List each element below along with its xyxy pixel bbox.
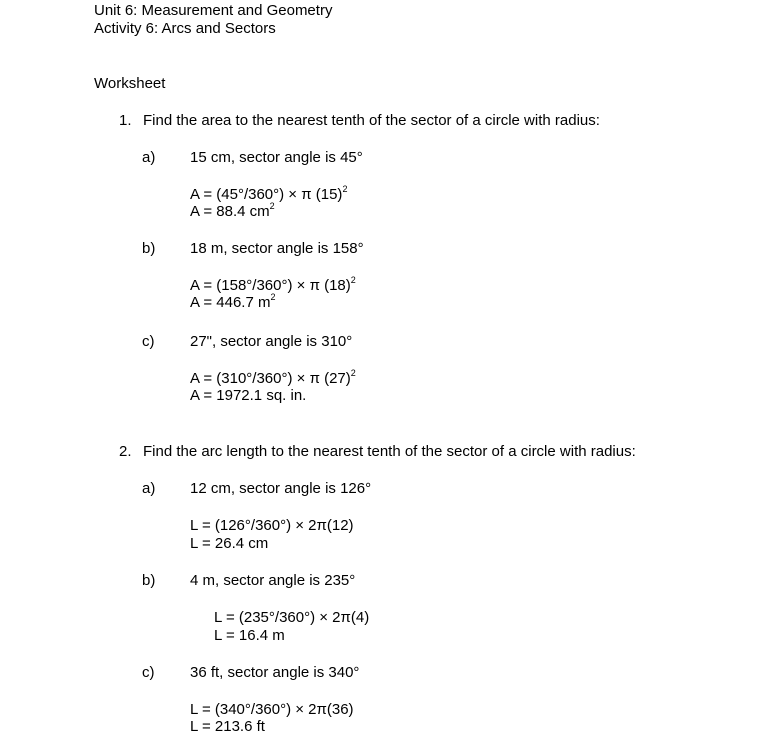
- q1b-answer-text: A = 446.7 m: [190, 294, 271, 311]
- q2c-formula: L = (340°/360°) × 2π(36): [190, 701, 354, 718]
- q2c-answer: L = 213.6 ft: [190, 718, 265, 735]
- q1a-formula-text: A = (45°/360°) × π (15): [190, 186, 343, 203]
- q1c-label: c): [142, 333, 155, 350]
- q1a-formula-exponent: 2: [342, 184, 348, 194]
- q1a-formula: [190, 186, 347, 204]
- q2a-answer: L = 26.4 cm: [190, 535, 269, 552]
- q2c-label: c): [142, 664, 155, 681]
- q1c-answer: A = 1972.1 sq. in.: [190, 387, 307, 404]
- unit-title: Unit 6: Measurement and Geometry: [94, 2, 333, 19]
- q1a-given: 15 cm, sector angle is 45°: [190, 149, 363, 166]
- q1-prompt: Find the area to the nearest tenth of the sector of a circle with radius:: [143, 112, 600, 129]
- q1c-formula: [190, 370, 356, 388]
- q2b-given: 4 m, sector angle is 235°: [190, 572, 356, 589]
- q1b-given: 18 m, sector angle is 158°: [190, 240, 364, 257]
- q1b-label: b): [142, 240, 156, 257]
- q1b-formula-exponent: 2: [350, 275, 356, 285]
- q2c-given: 36 ft, sector angle is 340°: [190, 664, 360, 681]
- q2b-formula: L = (235°/360°) × 2π(4): [214, 609, 370, 626]
- q1b-formula-text: A = (158°/360°) × π (18): [190, 277, 351, 294]
- q1b-answer-exponent: 2: [270, 292, 276, 302]
- q2b-answer: L = 16.4 m: [214, 627, 285, 644]
- q1b-answer: [190, 294, 276, 312]
- q2a-formula: L = (126°/360°) × 2π(12): [190, 517, 354, 534]
- q1c-formula-text: A = (310°/360°) × π (27): [190, 370, 351, 387]
- q1a-answer-exponent: 2: [269, 201, 275, 211]
- q1-number: 1.: [119, 112, 132, 129]
- q1a-answer: [190, 203, 275, 221]
- q2a-label: a): [142, 480, 156, 497]
- q1c-formula-exponent: 2: [350, 368, 356, 378]
- worksheet-label: Worksheet: [94, 75, 166, 92]
- activity-title: Activity 6: Arcs and Sectors: [94, 20, 276, 37]
- q1c-given: 27", sector angle is 310°: [190, 333, 353, 350]
- q1a-answer-text: A = 88.4 cm: [190, 203, 270, 220]
- q2-prompt: Find the arc length to the nearest tenth of the sector of a circle with radius:: [143, 443, 636, 460]
- q2b-label: b): [142, 572, 156, 589]
- q2-number: 2.: [119, 443, 132, 460]
- q1a-label: a): [142, 149, 156, 166]
- q2a-given: 12 cm, sector angle is 126°: [190, 480, 372, 497]
